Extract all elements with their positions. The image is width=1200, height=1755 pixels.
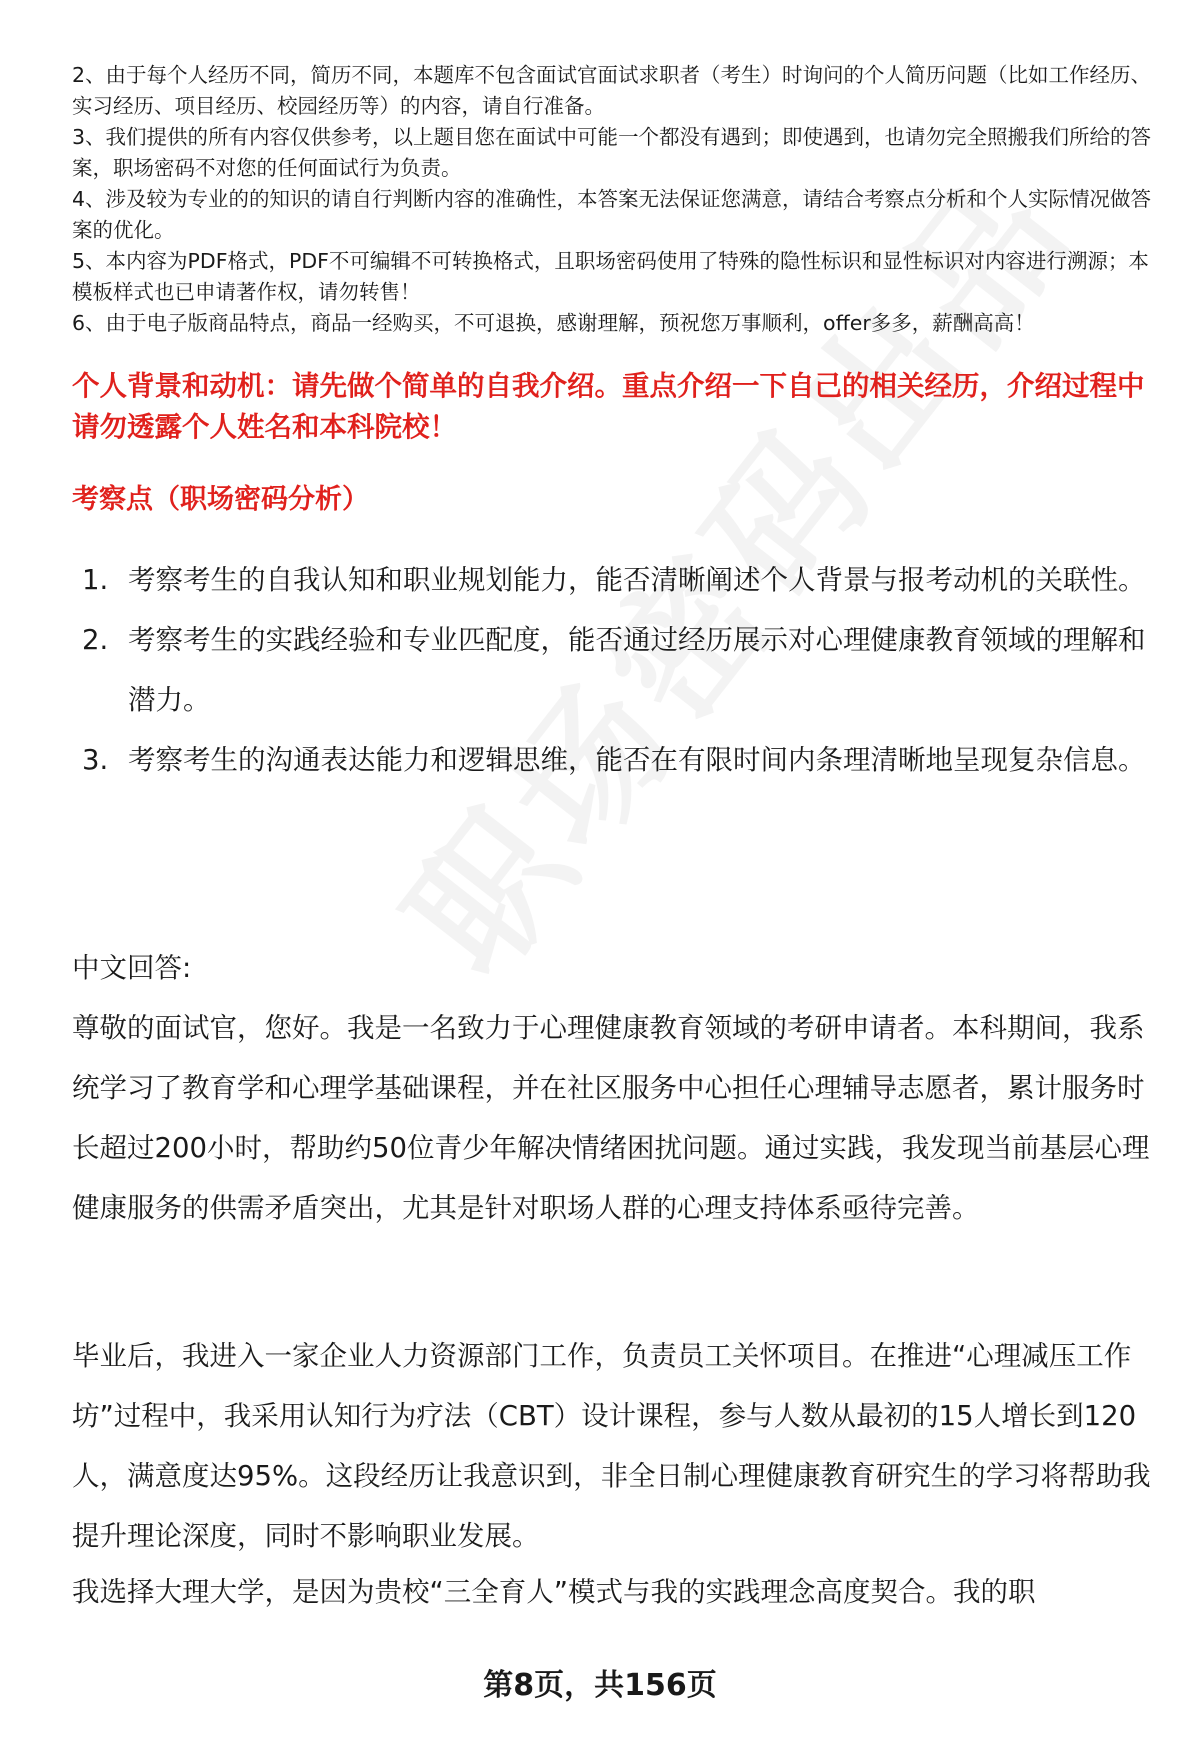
point-text: 考察考生的自我认知和职业规划能力，能否清晰阐述个人背景与报考动机的关联性。 [128, 564, 1146, 596]
answer-paragraph: 毕业后，我进入一家企业人力资源部门工作，负责员工关怀项目。在推进“心理减压工作坊”过程中，我采用认知行为疗法（CBT）设计课程，参与人数从最初的15人增长到120人，满意度达95%。这段经历让我意识到，非全日制心理健康教育研究生的学习将帮助我提升理论深度，同时不影响职业发展。 [72, 1340, 1151, 1552]
analysis-point [82, 550, 1152, 610]
note-item: 3、我们提供的所有内容仅供参考，以上题目您在面试中可能一个都没有遇到；即使遇到，也请勿完全照搬我们所给的答案，职场密码不对您的任何面试行为负责。 [72, 125, 1152, 180]
analysis-heading: 考察点（职场密码分析） [72, 484, 369, 515]
answer-paragraph: 我选择大理大学，是因为贵校“三全育人”模式与我的实践理念高度契合。我的职 [72, 1576, 1036, 1608]
answer-paragraph: 尊敬的面试官，您好。我是一名致力于心理健康教育领域的考研申请者。本科期间，我系统学习了教育学和心理学基础课程，并在社区服务中心担任心理辅导志愿者，累计服务时长超过200小时，帮助约50位青少年解决情绪困扰问题。通过实践，我发现当前基层心理健康服务的供需矛盾突出，尤其是针对职场人群的心理支持体系亟待完善。 [72, 1012, 1150, 1224]
note-item: 6、由于电子版商品特点，商品一经购买，不可退换，感谢理解，预祝您万事顺利，offer多多，薪酬高高！ [72, 311, 1035, 335]
point-number: 3. [82, 744, 109, 776]
note-item: 5、本内容为PDF格式，PDF不可编辑不可转换格式，且职场密码使用了特殊的隐性标识和显性标识对内容进行溯源；本模板样式也已申请著作权，请勿转售！ [72, 249, 1149, 304]
answer-label: 中文回答: [72, 952, 192, 984]
point-text: 考察考生的沟通表达能力和逻辑思维，能否在有限时间内条理清晰地呈现复杂信息。 [128, 744, 1146, 776]
note-item: 2、由于每个人经历不同，简历不同，本题库不包含面试官面试求职者（考生）时询问的个人简历问题（比如工作经历、实习经历、项目经历、校园经历等）的内容，请自行准备。 [72, 63, 1152, 118]
point-number: 1. [82, 564, 109, 596]
note-item: 4、涉及较为专业的的知识的请自行判断内容的准确性，本答案无法保证您满意，请结合考察点分析和个人实际情况做答案的优化。 [72, 187, 1152, 242]
page-footer: 第8页，共156页 [483, 1668, 717, 1703]
analysis-point [82, 610, 1152, 730]
analysis-point [82, 730, 1152, 790]
interview-question: 个人背景和动机：请先做个简单的自我介绍。重点介绍一下自己的相关经历，介绍过程中请勿透露个人姓名和本科院校！ [72, 370, 1145, 443]
point-text: 考察考生的实践经验和专业匹配度，能否通过经历展示对心理健康教育领域的理解和潜力。 [128, 624, 1146, 716]
analysis-list [82, 550, 1152, 790]
point-number: 2. [82, 624, 109, 656]
notes-section [72, 60, 1152, 339]
